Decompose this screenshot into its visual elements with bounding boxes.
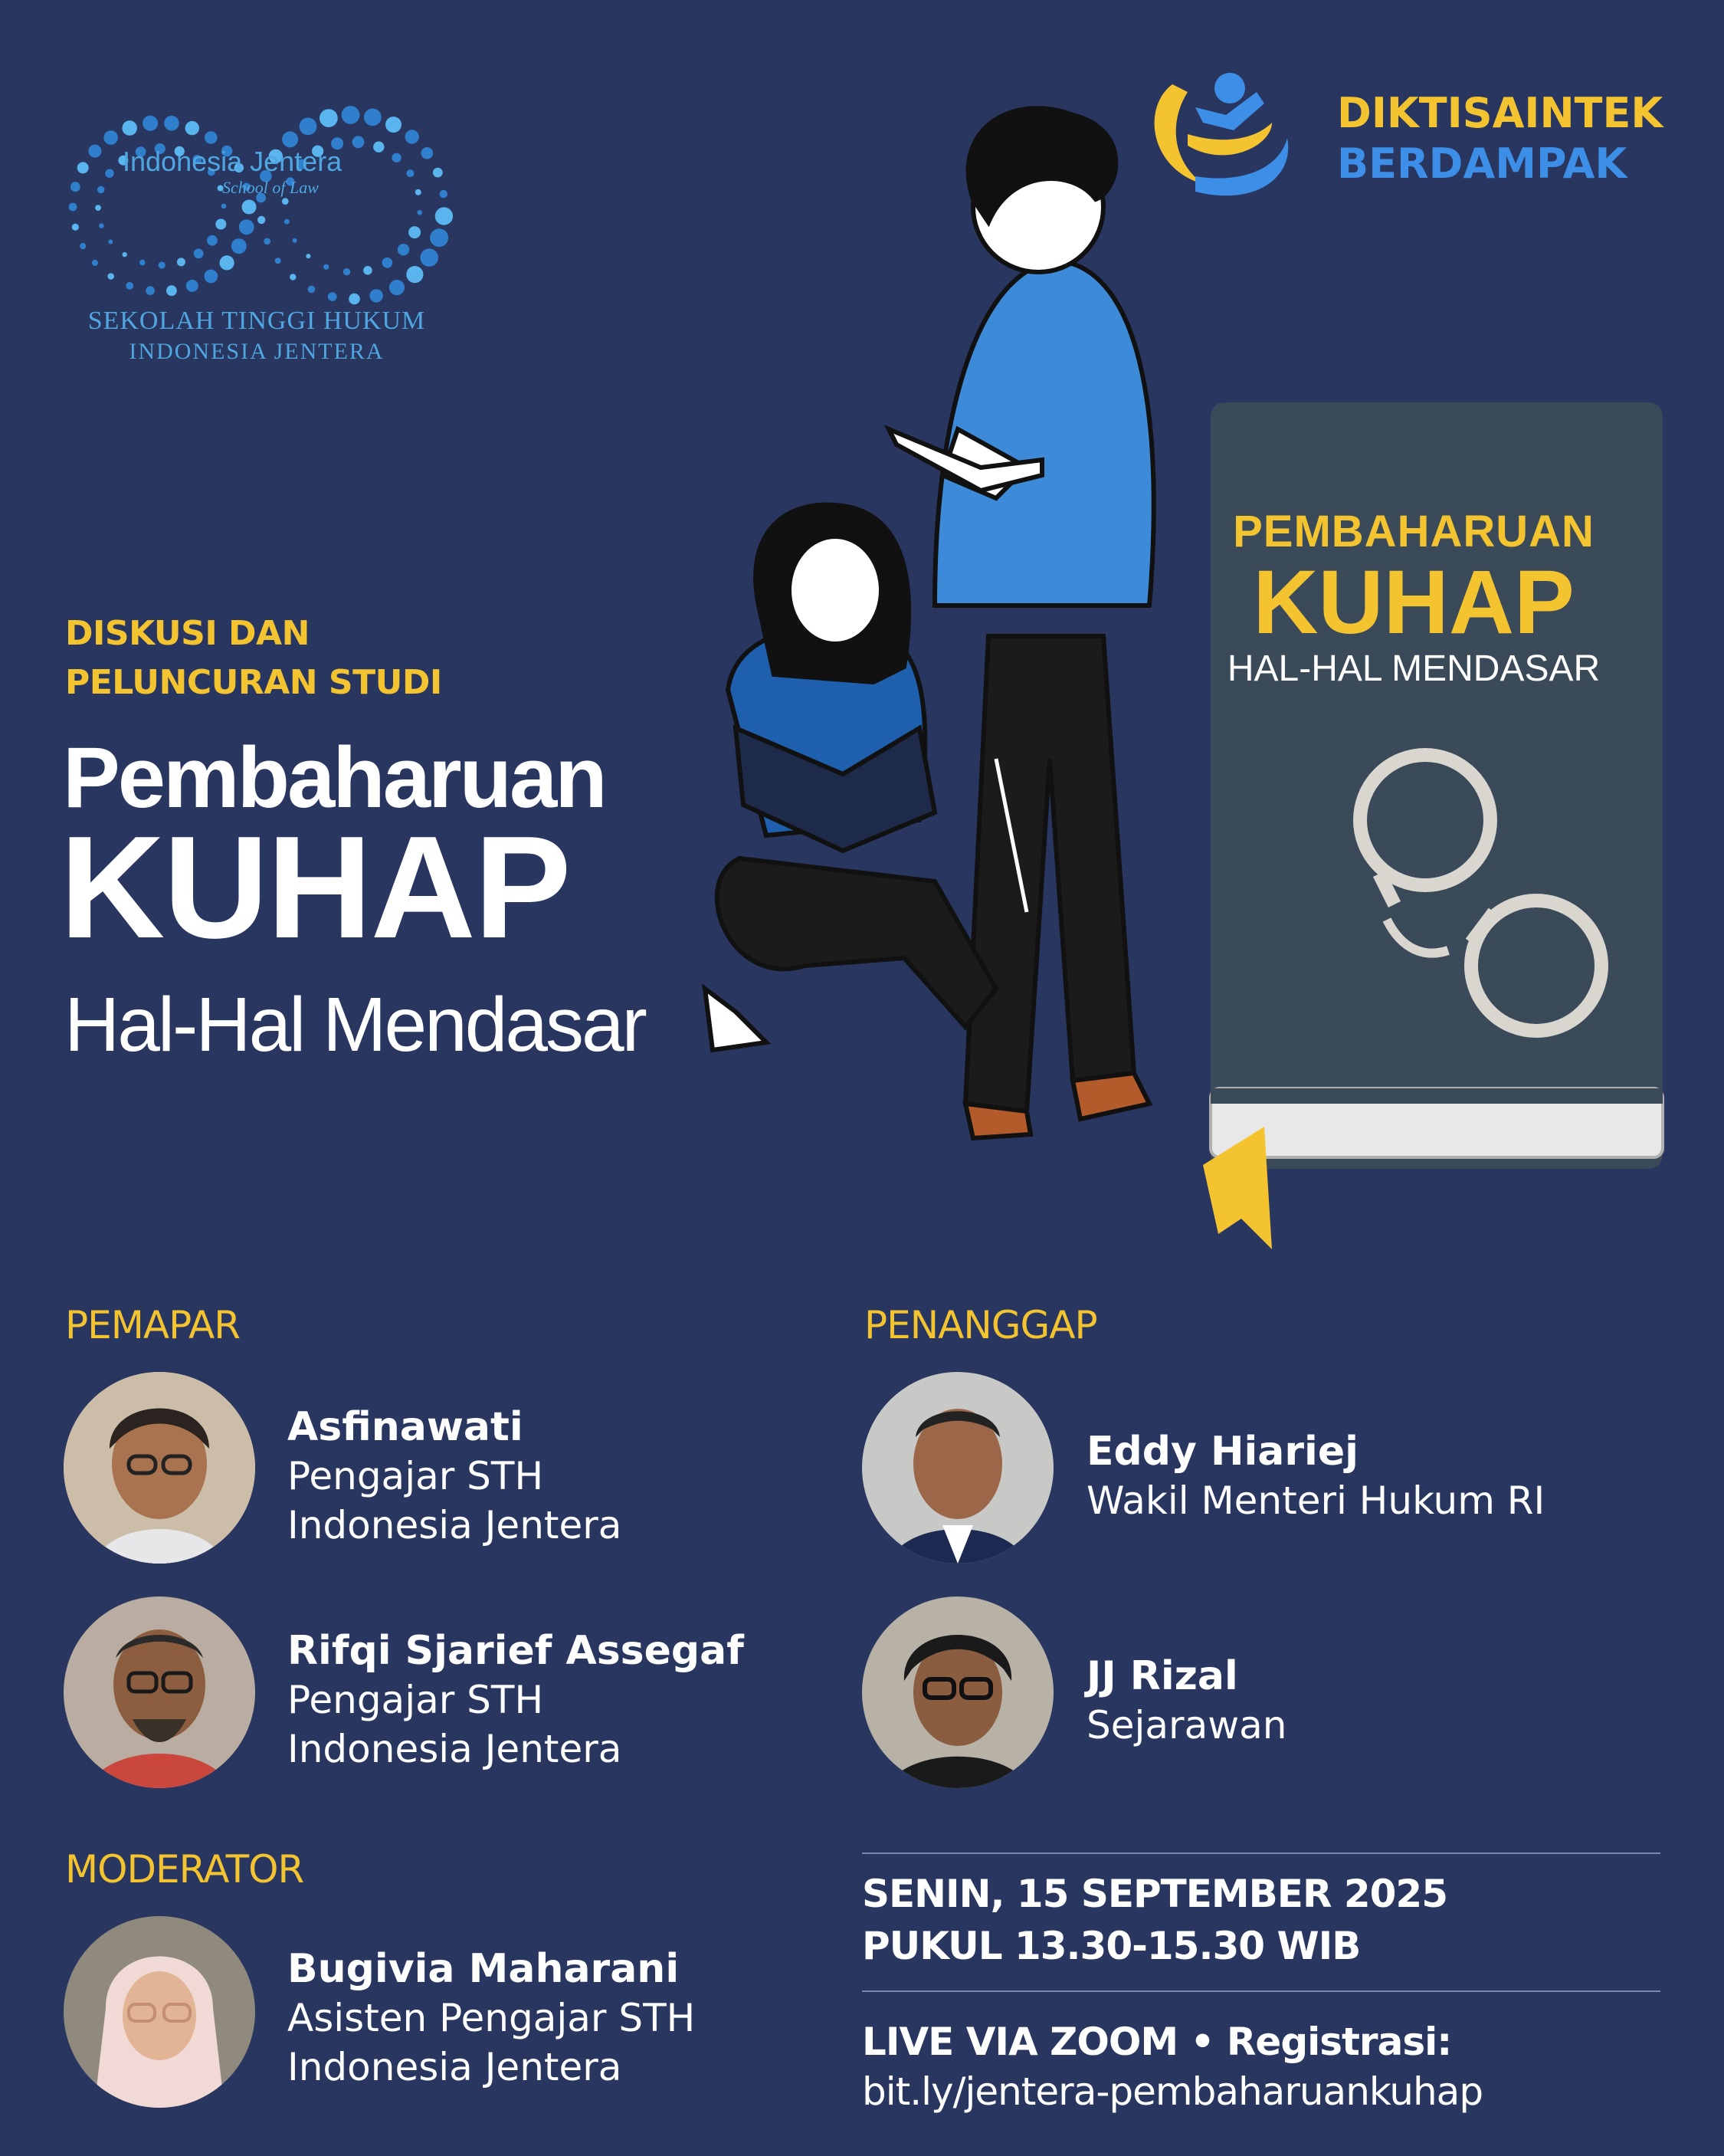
logo-dot bbox=[275, 258, 281, 264]
logo-dot bbox=[392, 153, 401, 162]
logo-dot bbox=[107, 273, 114, 280]
speaker-name: Rifqi Sjarief Assegaf bbox=[287, 1628, 744, 1674]
logo-dot bbox=[290, 274, 296, 280]
logo-dot bbox=[308, 286, 316, 294]
moderator-photo bbox=[64, 1916, 255, 2108]
logo-dot bbox=[389, 280, 405, 295]
logo-dot bbox=[220, 255, 234, 270]
logo-dot bbox=[166, 285, 177, 296]
respondent-card bbox=[1087, 1427, 1545, 1525]
logo-dot bbox=[435, 207, 453, 225]
avatar bbox=[64, 1916, 255, 2108]
logo-dot bbox=[385, 116, 402, 133]
penanggap-heading: PENANGGAP bbox=[864, 1303, 1097, 1347]
respondent-card bbox=[1087, 1652, 1286, 1750]
logo-dot bbox=[408, 226, 421, 238]
event-time: PUKUL 13.30-15.30 WIB bbox=[862, 1924, 1361, 1968]
speaker-photo bbox=[64, 1372, 255, 1564]
logo-dot bbox=[159, 261, 166, 268]
event-datetime bbox=[862, 1868, 1447, 1972]
logo-dot bbox=[405, 130, 419, 143]
logo-dot bbox=[320, 109, 338, 127]
speaker-affiliation: Indonesia Jentera bbox=[287, 1727, 622, 1771]
logo-dot bbox=[139, 260, 146, 266]
logo-dot bbox=[440, 190, 447, 198]
logo-dot bbox=[282, 198, 289, 205]
jentera-logo-name: Indonesia Jentera bbox=[123, 146, 343, 177]
respondent-photo bbox=[862, 1372, 1054, 1564]
logo-dot bbox=[363, 266, 372, 275]
avatar bbox=[64, 1596, 255, 1788]
logo-dot bbox=[406, 169, 414, 177]
logo-dot bbox=[99, 223, 104, 228]
event-type-line1: DISKUSI DAN bbox=[65, 614, 310, 653]
logo-dot bbox=[242, 200, 257, 215]
moderator-role: Asisten Pengajar STH bbox=[287, 1996, 696, 2040]
book-cover-line3: HAL-HAL MENDASAR bbox=[1227, 648, 1601, 689]
logo-dot bbox=[293, 238, 297, 243]
logo-dot bbox=[323, 264, 329, 270]
logo-dot bbox=[373, 142, 384, 153]
logo-dot bbox=[205, 131, 218, 144]
event-date: SENIN, 15 SEPTEMBER 2025 bbox=[862, 1872, 1448, 1916]
logo-dot bbox=[97, 186, 105, 194]
dikti-line2: BERDAMPAK bbox=[1337, 139, 1627, 188]
logo-dot bbox=[215, 219, 226, 230]
book-cover-line1: PEMBAHARUAN bbox=[1233, 507, 1595, 556]
logo-dot bbox=[352, 136, 365, 148]
logo-dot bbox=[80, 243, 86, 249]
speaker-affiliation: Indonesia Jentera bbox=[287, 1503, 622, 1547]
logo-dot bbox=[382, 258, 393, 268]
speaker-card bbox=[287, 1626, 744, 1774]
logo-dot bbox=[418, 210, 422, 215]
respondent-name: JJ Rizal bbox=[1087, 1653, 1238, 1699]
logo-dot bbox=[349, 294, 360, 305]
logo-dot bbox=[369, 289, 382, 302]
logo-dot bbox=[207, 235, 218, 246]
logo-dot bbox=[72, 224, 79, 231]
logo-dot bbox=[239, 219, 254, 235]
logo-dot bbox=[284, 219, 290, 225]
logo-dot bbox=[420, 248, 438, 267]
event-type-line2: PELUNCURAN STUDI bbox=[65, 663, 442, 702]
logo-dot bbox=[421, 147, 434, 159]
logo-dot bbox=[95, 205, 101, 211]
logo-dot bbox=[264, 238, 270, 245]
respondent-photo bbox=[862, 1596, 1054, 1788]
logo-dot bbox=[103, 130, 118, 145]
moderator-heading: MODERATOR bbox=[65, 1847, 304, 1892]
logo-dot bbox=[177, 258, 185, 266]
registration-link[interactable]: bit.ly/jentera-pembaharuankuhap bbox=[862, 2069, 1483, 2114]
respondent-role: Sejarawan bbox=[1087, 1703, 1287, 1747]
speaker-role: Pengajar STH bbox=[287, 1454, 544, 1498]
speaker-photo bbox=[64, 1596, 255, 1788]
avatar bbox=[862, 1372, 1054, 1564]
sth-name-line2: INDONESIA JENTERA bbox=[129, 339, 385, 364]
logo-dot bbox=[146, 286, 155, 295]
logo-dot bbox=[204, 270, 218, 284]
title-line1: Pembaharuan bbox=[63, 730, 605, 825]
logo-dot bbox=[164, 116, 179, 131]
logo-dot bbox=[185, 121, 199, 135]
logo-dot bbox=[69, 203, 77, 212]
logo-dot bbox=[430, 228, 448, 247]
divider bbox=[862, 1852, 1660, 1854]
respondent-name: Eddy Hiariej bbox=[1087, 1429, 1359, 1475]
moderator-card bbox=[287, 1944, 695, 2092]
respondent-role: Wakil Menteri Hukum RI bbox=[1087, 1478, 1545, 1523]
logo-dot bbox=[364, 109, 382, 126]
dikti-line1: DIKTISAINTEK bbox=[1337, 89, 1663, 137]
avatar bbox=[64, 1372, 255, 1564]
logo-dot bbox=[70, 182, 80, 192]
logo-dot bbox=[143, 116, 158, 131]
avatar bbox=[862, 1596, 1054, 1788]
logo-dot bbox=[88, 145, 101, 158]
logo-dot bbox=[186, 280, 198, 292]
logo-dot bbox=[105, 169, 113, 178]
title-line2: KUHAP bbox=[60, 806, 570, 969]
logo-dot bbox=[221, 204, 227, 209]
logo-dot bbox=[306, 254, 310, 258]
logo-dot bbox=[257, 216, 265, 224]
logo-dot bbox=[194, 248, 204, 258]
logo-dot bbox=[433, 168, 443, 178]
logo-dot bbox=[231, 238, 247, 254]
event-venue: LIVE VIA ZOOM • Registrasi: bbox=[862, 2020, 1452, 2064]
divider bbox=[862, 1990, 1660, 1992]
moderator-affiliation: Indonesia Jentera bbox=[287, 2045, 622, 2089]
logo-dot bbox=[343, 268, 350, 275]
logo-dot bbox=[108, 240, 113, 244]
book-cover-line2: KUHAP bbox=[1253, 552, 1575, 653]
logo-dot bbox=[415, 189, 421, 195]
logo-dot bbox=[122, 120, 137, 136]
logo-dot bbox=[126, 282, 133, 290]
logo-dot bbox=[300, 118, 317, 136]
logo-dot bbox=[398, 244, 409, 255]
speaker-card bbox=[287, 1403, 621, 1550]
logo-dot bbox=[328, 292, 337, 301]
logo-dot bbox=[77, 162, 89, 173]
logo-dot bbox=[406, 266, 423, 283]
event-type bbox=[65, 609, 442, 707]
sth-name-line1: SEKOLAH TINGGI HUKUM bbox=[87, 307, 426, 335]
moderator-name: Bugivia Maharani bbox=[287, 1946, 680, 1992]
speaker-name: Asfinawati bbox=[287, 1404, 523, 1450]
book-cover-title bbox=[1214, 506, 1613, 690]
title-line3: Hal-Hal Mendasar bbox=[64, 982, 645, 1068]
logo-dot bbox=[92, 260, 98, 266]
logo-dot bbox=[123, 252, 127, 257]
speaker-role: Pengajar STH bbox=[287, 1678, 544, 1722]
pemapar-heading: PEMAPAR bbox=[65, 1303, 240, 1347]
jentera-logo-subtitle: School of Law bbox=[222, 178, 319, 197]
logo-dot bbox=[342, 106, 360, 124]
